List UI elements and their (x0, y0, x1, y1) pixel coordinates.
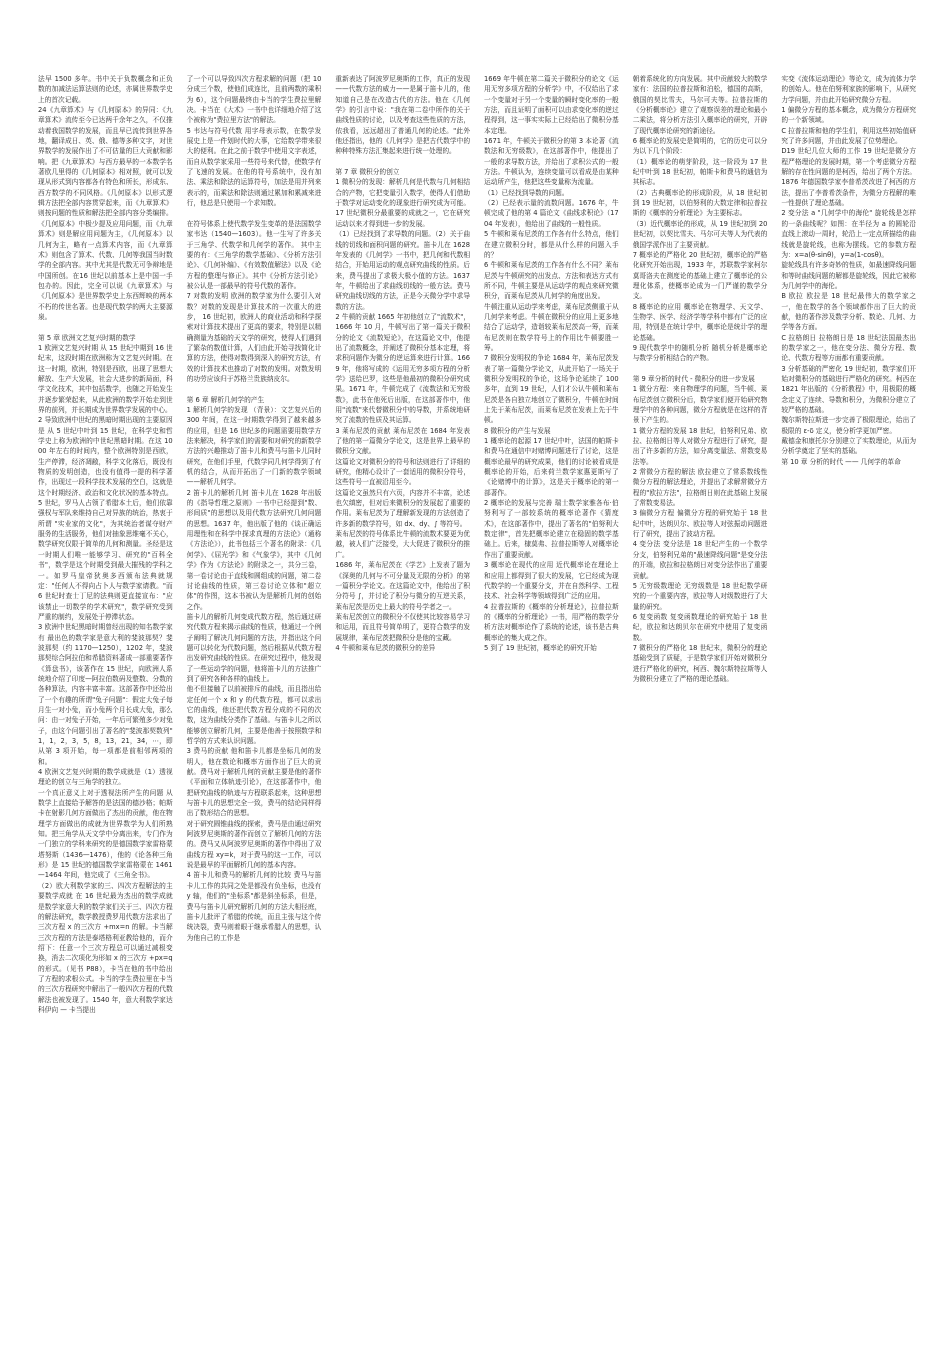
text-column-4 (484, 74, 619, 1276)
column-1-text: 法早 1500 多年。书中关于负数概念和正负数的加减法运算法则的论述，亦属世界数学史上的首次记载。 24《九章算术》与《几何原本》的异同：《九章算术》流传至今已达两千余年之久，不仅推动着我国数学的发展，而且早已流传到世界各地，翻译成日、英、俄、德等多种文字，对世界数学的发展作出了不可估量的巨大贡献和影响。把《九章算术》与西方最早的一本数学名著欧几里得的《几何原本》相对照，就可以发现从形式到内容都各有特色和所长，形成东、西方数学的不同风格。《几何原本》以形式逻辑方法把全部内容贯穿起来，而《九章算术》则按问题的性质和解法把全部内容分类编排。《几何原本》中极少提及应用问题，而《九章算术》则是解应用问题为主，《几何原本》以几何为主，略有一点算术内容，而《九章算术》则包含了算术、代数、几何等我国当时数学的全部内容。其中尤其是代数无可争辩地是中国所创。在16 世纪以前基本上是中国一手包办的。因此，完全可以说《九章算术》与《几何原本》是世界数学史上东西辉映的两本不朽的传世名著。也是现代数学的两大主要源泉。 第 5 章 欧洲文艺复兴时期的数学 1 欧洲文艺复兴时期 从 15 世纪中期到 16 世纪末，这段时期在欧洲称为文艺复兴时期。在这一时期，欧洲，特别是西欧，出现了思想大解放、生产大发展，社会大进步的新局面，科学文化技术，其中包括数学，也随之开始发生并逐步繁荣起来，从此欧洲的数学开始走到世界的前列，并长期成为世界数学发展的中心。 2 导致欧洲中世纪的黑暗时期出现的主要原因是 从 5 世纪中叶到 15 世纪，在科学史和哲学史上称为欧洲的中世纪黑暗时期。在这 1000 年左右的时间内，整个欧洲特别是西欧，生产停滞，经济凋敝，科学文化落后，既没有物质的发明创造，也没有值得一提的科学著作，出现过一段科学技术发展的空白，这就是这个时期经济、政治和文化状况的基本特点。 5 世纪，罗马人占领了希腊本土后，他们依靠强权与军队来维持自己对异族的统治，热衷于所谓 "实业家的文化"，为其统治者谋夺财产服务的生活服务，他们对抽象思维毫不关心，数学研究仅限于简单的几何和测量。圣经是这一时期人们唯一能够学习、研究的"百科全书"，数学是这个时期受到最大摧残的学科之一。如罗马皇帝狄奥多西颁布法典就规定："任何人不得向占卜人与数学家请教。"而 6 世纪时查士丁尼的法典则更直接宣布："应该禁止一切数学的学术研究"，数学研究受到严重的制约，发展处于停滞状态。 3 欧洲中世纪黑暗时期曾经出现的知名数学家有 最出色的数学家是意大利的斐波那契？斐波那契（约 1170—1250），1202 年，斐波那契综合阿拉伯和希腊资料著成一部重要著作《算盘书》，该著作在 15 世纪，向欧洲人系统地介绍了印度—阿拉伯数码及整数、分数的各种算法，内容丰富丰富。这部著作中还给出了一个有趣的所谓"兔子问题"：假定大兔子每月生一对小兔，而小兔两个月长成大兔，那么问：由一对兔子开始，一年后可繁殖多少对兔子，由这个问题引出了著名的"斐波那契数列" 1，1，2，3，5，8，13，21，34，⋯，即从第 3 项开始，每一项都是前相邻两项的和。 4 欧洲文艺复兴时期的数学成就是（1）透视理论的创立与三角学的独立。 一个真正意义上对于透视法所产生的问题 从数学上直接给予解答的是法国的德沙格；帕斯卡在射影几何方面做出了杰出的贡献，他在物理学方面做出的成就为世界数学为人们所熟知。把三角学从天文学中分离出来，专门作为一门独立的学科来研究的是德国数学家雷格蒙塔努斯（1436—1476），他的《论各种三角形》是 15 世纪的德国数学家雷格蒙在 1461—1464 年间，他完成了《三角全书》。 （2）欧大利数学家的三、四次方程解法的主要数学成就 在 16 世纪最为杰出的数学成就是数学家意大利的数学家们关于三、四次方程的解法研究，数学教授费罗用代数方法求出了三次方程 x 的三次方 +mx=n 的解。卡当解三次方程的方法是泰塔格利亚教给他的，而介绍下：任意一个三次方程总可以通过减根变换，消去二次项化为形如 x 的三次方 +px=q 的形式。（见书 P88），卡当在他的书中给出了方程的求根公式。卡当的学生费拉里在卡当的三次方程研究中解出了一般四次方程的代数解法也被发现了。1540 年，意大利数学家达科伊向 — 卡当提出 (38, 75, 173, 1014)
column-4-text: 1669 年牛顿在第二篇关于微积分的论文《运用无穷多项方程的分析学》中，不仅给出了求一个变量对于另一个变量的瞬时变化率的一般方法，而且证明了面积可以由求变化率的逆过程得到，这一事实实际上已经给出了微积分基本定理。 1671 年，牛顿关于微积分的第 3 本论著《流数法和无穷级数》，在这部著作中，他提出了一般的求导数方法，并给出了求积公式的一般方法。牛顿认为，连续变量可以看成是由某种运动所产生，他把这些变量称为流量。 （1）已经找到导数的问题。 （2）已经表示量的流数问题。1676 年，牛顿完成了他的第 4 篇论文《曲线求积论》（1704 年发表），他给出了曲线的一般性质。 5 牛顿和莱布尼茨的工作各有什么特点，他们在建立微积分时，都是从什么样的问题入手的？ 6 牛顿和莱布尼茨的工作各有什么不同？莱布尼茨与牛顿研究的出发点、方法和表达方式有所不同，牛顿主要是从运动学的观点来研究微积分，而莱布尼茨从几何学的角度出发。 牛顿注重从运动学来考虑，莱布尼茨侧重于从几何学来考虑。牛顿在微积分的应用上更多地结合了运动学，造诣较莱布尼茨高一筹，而莱布尼茨则在数学符号上的作用比牛顿要胜一筹。 7 微积分发明权的争论 1684 年，莱布尼茨发表了第一篇微分学论文，从此开始了一场关于微积分发明权的争论，这场争论延续了 100 多年，直到 19 世纪，人们才公认牛顿和莱布尼茨是各自独立地创立了微积分，牛顿在时间上先于莱布尼茨，而莱布尼茨在发表上先于牛顿。 8 微积分的产生与发展 1 概率论的起源 17 世纪中叶，法国的帕斯卡和费马在通信中对赌博问题进行了讨论，这是概率论最早的研究成果，他们的讨论被看成是概率论的开始，后来荷兰数学家惠更斯写了《论赌博中的计算》，这是关于概率论的第一部著作。 2 概率论的发展与完善 瑞士数学家雅各布·伯努利写了一部较系统的概率论著作《猜度术》，在这部著作中，提出了著名的"伯努利大数定律"，首先把概率论建立在稳固的数学基础上。后来，棣莫弗、拉普拉斯等人对概率论作出了重要贡献。 3 概率论在现代的应用 近代概率论在理论上和应用上都得到了很大的发展，它已经成为现代数学的一个重要分支，并在自然科学、工程技术、社会科学等领域得到广泛的应用。 4 拉普拉斯的《概率的分析理论》，拉普拉斯的《概率的分析理论》一书，用严格的数学分析方法对概率论作了系统的论述，该书是古典概率论的集大成之作。 5 到了 19 世纪初，概率论的研究开始 (484, 75, 619, 652)
column-3-text: 重新表达了阿波罗尼奥斯的工作，真正的发现——代数方法的威力——是属于笛卡儿的，他知道自己是在改造古代的方法。他在《几何学》的引言中说："我在第二卷中所作的关于曲线性质的讨论，以及考查这些性质的方法，依我看，远远超出了普通几何的论述。"此外他还指出，他的《几何学》是把古代数学中的种种特殊方法汇集起来进行统一处理的。 第 7 章 微积分的创立 1 微积分的发现：解析几何是代数与几何相结合的产物，它把变量引入数学，使得人们借助于数学对运动变化的现象进行研究成为可能。17 世纪微积分最重要的成就之一，它在研究运动以来才得到进一步的发展。 （1）已经找到了求导数的问题。（2）关于曲线的切线和面积问题的研究。笛卡儿在 1628 年发表的《几何学》一书中，把几何和代数相结合，开始用运动的观点研究曲线的性质。后来，费马提出了求极大极小值的方法。1637 年，牛顿给出了求曲线切线的一般方法。费马研究曲线切线的方法，正是今天微分学中求导数的方法。 2 牛顿的贡献 1665 年初他创立了"流数术"，1666 年 10 月，牛顿写出了第一篇关于微积分的论文《流数短论》，在这篇论文中，他提出了流数概念，并阐述了微积分基本定理，将求积问题作为微分的逆运算来进行计算。1669 年，他将写成的《运用无穷多项方程的分析学》送给巴罗，这些是他最初的微积分研究成果。1671 年，牛顿完成了《流数法和无穷级数》，此书在他死后出版，在这部著作中，他用"流数"来代替微积分中的导数，并系统地研究了流数的性质及其运算。 3 莱布尼茨的贡献 莱布尼茨在 1684 年发表了他的第一篇微分学论文，这是世界上最早的微积分文献。 这篇论文对微积分的符号和法则进行了详细的研究，他精心设计了一套适用的微积分符号，这些符号一直被沿用至今。 这篇论文虽然只有六页，内容并不丰富，论述也欠缜密，但对后来微积分的发展起了重要的作用。莱布尼茨为了理解新发现的方法创造了许多新的数学符号，如 dx、dy、∫ 等符号。 莱布尼茨的符号体系比牛顿的流数术要更为优越，被人们广泛接受，大大促进了微积分的推广。 1686 年，莱布尼茨在《学艺》上发表了题为《深奥的几何与不可分量及无限的分析》的第一篇积分学论文。在这篇论文中，他给出了积分符号 ∫，并讨论了积分与微分的互逆关系，莱布尼茨是历史上最大的符号学者之一。 莱布尼茨创立的微积分不仅使其比较容易学习和运用，而且符号简单明了，更符合数学的发展规律，莱布尼茨把微积分是他的宝藏。 4 牛顿和莱布尼茨的微积分的差异 (335, 75, 471, 652)
column-6-text: 实变《流体运动理论》等论文，成为流体力学的创始人。他在伯努利家族的影响下，从研究力学问题，并由此开始研究微分方程。 1 偏微分方程的基本概念，成为微分方程研究的一个新领域。 C 拉普拉斯和他的学生们，利用这些初始值研究了许多问题，并由此发展了位势理论。 D19 世纪几位大师的工作 19 世纪是微分方程严格理论的发展时期，第一个考虑微分方程解的存在性问题的是柯西，给出了两个方法。1876 年德国数学家李普希茨改进了柯西的方法，提出了李普希茨条件，为微分方程解的唯一性提供了理论基础。 2 变分法 a "几何学中的海伦" 旋轮线是怎样的一条曲线呢？如图：在半径为 a 的圆轮沿直线上滚动一周时，轮沿上一定点所描绘的曲线就是旋轮线，也称为摆线。它的参数方程为：x=a(θ-sinθ)，y=a(1-cosθ)。 旋轮线具有许多奇妙的性质，如最速降线问题和等时曲线问题的解都是旋轮线，因此它被称为几何学中的海伦。 B 欧拉 欧拉是 18 世纪最伟大的数学家之一，他在数学的各个领域都作出了巨大的贡献，他的著作涉及数学分析、数论、几何、力学等各方面。 C 拉格朗日 拉格朗日是 18 世纪法国最杰出的数学家之一，他在变分法、微分方程、数论、代数方程等方面都有重要贡献。 3 分析基础的严密化 19 世纪初，数学家们开始对微积分的基础进行严格化的研究。柯西在 1821 年出版的《分析教程》中，用极限的概念定义了连续、导数和积分，为微积分建立了较严格的基础。 魏尔斯特拉斯进一步完善了极限理论，给出了极限的 ε-δ 定义，使分析学更加严密。 戴德金和康托尔分别建立了实数理论，从而为分析学奠定了坚实的基础。 第 10 章 分析的时代 —— 几何学的革命 (781, 75, 917, 466)
text-column-6 (781, 74, 916, 1276)
text-column-2 (187, 74, 322, 1276)
text-column-5 (633, 74, 768, 1276)
text-column-3 (335, 74, 470, 1276)
column-2-text: 了一个可以导致四次方程求解的问题（把 10 分成三个数，使他们成连比，且前两数的乘积为 6），这个问题最终由卡当的学生费拉里解决。卡当在《大术》一书中也详细地介绍了这个被称为"费拉里方法"的解法。 5 韦达与符号代数 用字母表示数，在数学发展史上是一件划时代的大事，它给数学带来很大的便利。在此之前于数学中使用文字表述，而自从数学家采用一些符号来代替，使数学有了飞速的发展。在他的符号系统中，没有加法、乘法和除法的运算符号，加法是用并列来表示的，而乘法和除法则通过累加和累减来进行，他总是只使用一个求知数。 在符号体系上使代数学发生变革的是法国数学家韦达（1540—1603）。他一生写了许多关于三角学、代数学和几何学的著作。 其中主要的有：《三角学的数学基础》、《分析方法引论》、《几何补编》、《有效数值解法》以及《论方程的整理与修正》。其中《分析方法引论》被公认是一部最早的符号代数的著作。 7 对数的发明 欧洲的数学家为什么要引入对数？对数的发现是计算技术的一次重大的进步， 16 世纪初，欧洲人的商业活动和科学探索对计算技术提出了更高的要求，特别是以精确测量为基础的天文学的研究，使得人们遇到了繁杂的数值计算，人们由此开始寻找简化计算的方法，使得对数得到深入的研究方法，有效的计算技术也推动了对数的发明。对数发明的功劳应该归于苏格兰贵族纳皮尔。 第 6 章 解析几何学的产生 1 解析几何学的发现 （背景）：文艺复兴后的 300 年间，在这一时期数学得到了越来越多的应用，但是 16 世纪多的问题需要用数学方法来解决，科学家们的需要和对研究的新数学方法的兴趣推动了笛卡儿和费马与笛卡儿同时研究，在他们手里，代数学同几何学得到了有机的结合，从而开拓出了一门新的数学领域——解析几何学。 2 笛卡儿的解析几何 笛卡儿在 1628 年出版的《指导哲理之原则》一书中已经提到"数、形间质"的思想以及用代数方法研究几何问题的思想。1637 年，他出版了他的《谈正确运用理性和在科学中探求真理的方法论》（通称《方法论》），此书包括三个著名的附录：《几何学》、《屈光学》和《气象学》，其中《几何学》作为《方法论》的附录之一，共分三卷，第一卷讨论由于直线和圆组成的问题，第二卷讨论曲线的性质，第三卷讨论立体和"超立体"的作图，这本书被认为是解析几何的创始之作。 笛卡儿的解析几何变成代数方程，然后通过研究代数方程来揭示曲线的性质，他通过一个例子阐明了解决几何问题的方法，并指出这个问题可以转化为代数问题，然后根据从代数方程出发研究曲线的性质。在研究过程中，他发现了一些运动学的问题，他将笛卡儿的方法推广到了研究各种各样的曲线上。 他不但接触了以前被排斥的曲线，而且指出给定任何一个 x 和 y 的代数方程，都可以求出它的曲线，他还把代数方程分成的不同的次数，这为曲线分类作了基础。与笛卡儿之所以能够创立解析几何，主要是他善于按照数学和哲学的方式来认识问题。 3 费马的贡献 他和笛卡儿都是坐标几何的发明人，他在数论和概率方面作出了巨大的贡献。费马对于解析几何的贡献主要是他的著作《平面和立体轨迹引论》，在这部著作中，他把研究曲线的轨迹与方程联系起来，这种思想与笛卡儿的思想完全一致，费马的结论同样得出了数形结合的思想。 对于研究圆锥曲线的探索，费马是由通过研究阿波罗尼奥斯的著作而创立了解析几何的方法的。费马又从阿波罗尼奥斯的著作中得出了双曲线方程 xy=k，对于费马的这一工作，可以说是最早的平面解析几何的基本内容。 4 笛卡儿和费马的解析几何的比较 费马与笛卡儿工作的共同之处是都没有负坐标，也没有 y 轴，他们的"坐标系"都是斜坐标系，但是，费马与笛卡儿研究解析几何的方法大相径庭，笛卡儿批评了希腊的传统，而且主张与这个传统决裂，费马则着眼于继承希腊人的思想，认为他自己的工作是 (186, 75, 322, 942)
column-5-text: 朝着系统化的方向发展。其中贡献较大的数学家有：法国的拉普拉斯和泊松，德国的高斯，俄国的契比雪夫，马尔可夫等。拉普拉斯的《分析概率论》建立了观察误差的理论和最小二乘法，将分析方法引入概率论的研究，开辟了现代概率论研究的新途径。 6 概率论的发展史是简明的，它的历史可以分为以下几个阶段： （1）概率论的萌芽阶段，这一阶段为 17 世纪中叶到 18 世纪初，帕斯卡和费马的通信为其标志。 （2）古典概率论的形成阶段，从 18 世纪初到 19 世纪初，以伯努利的大数定律和拉普拉斯的《概率的分析理论》为主要标志。 （3）近代概率论的形成，从 19 世纪初到 20 世纪初，以契比雪夫、马尔可夫等人为代表的俄国学派作出了主要贡献。 7 概率论的严格化 20 世纪初，概率论的严格化研究开始出现，1933 年，苏联数学家柯尔莫哥洛夫在测度论的基础上建立了概率论的公理化体系，使概率论成为一门严谨的数学分支。 8 概率论的应用 概率论在物理学、天文学、生物学、医学、经济学等学科中都有广泛的应用，特别是在统计学中，概率论是统计学的理论基础。 9 现代数学中的随机分析 随机分析是概率论与数学分析相结合的产物。 第 9 章分析的时代 - 微积分的进一步发展 1 微分方程：来自物理学的问题，当牛顿、莱布尼茨创立微积分后，数学家们便开始研究物理学中的各种问题，微分方程就是在这样的背景下产生的。 1 微分方程的发展 18 世纪，伯努利兄弟、欧拉、拉格朗日等人对微分方程进行了研究，提出了许多新的方法，如分离变量法、常数变易法等。 2 常微分方程的解法 欧拉建立了常系数线性微分方程的解法理论，并提出了求解常微分方程的"欧拉方法"，拉格朗日则在此基础上发展了常数变易法。 3 偏微分方程 偏微分方程的研究始于 18 世纪中叶，达朗贝尔、欧拉等人对弦振动问题进行了研究，提出了波动方程。 4 变分法 变分法是 18 世纪产生的一个数学分支，伯努利兄弟的"最速降线问题"是变分法的开端，欧拉和拉格朗日对变分法作出了重要贡献。 5 无穷级数理论 无穷级数是 18 世纪数学研究的一个重要内容，欧拉等人对级数进行了大量的研究。 6 复变函数 复变函数理论的研究始于 18 世纪，欧拉和达朗贝尔在研究中使用了复变函数。 7 微积分的严格化 18 世纪末，微积分的理论基础受到了质疑，于是数学家们开始对微积分进行严格化的研究，柯西、魏尔斯特拉斯等人为微积分建立了严格的理论基础。 (632, 75, 768, 683)
text-column-1 (38, 74, 173, 1276)
text-columns (38, 74, 916, 1276)
